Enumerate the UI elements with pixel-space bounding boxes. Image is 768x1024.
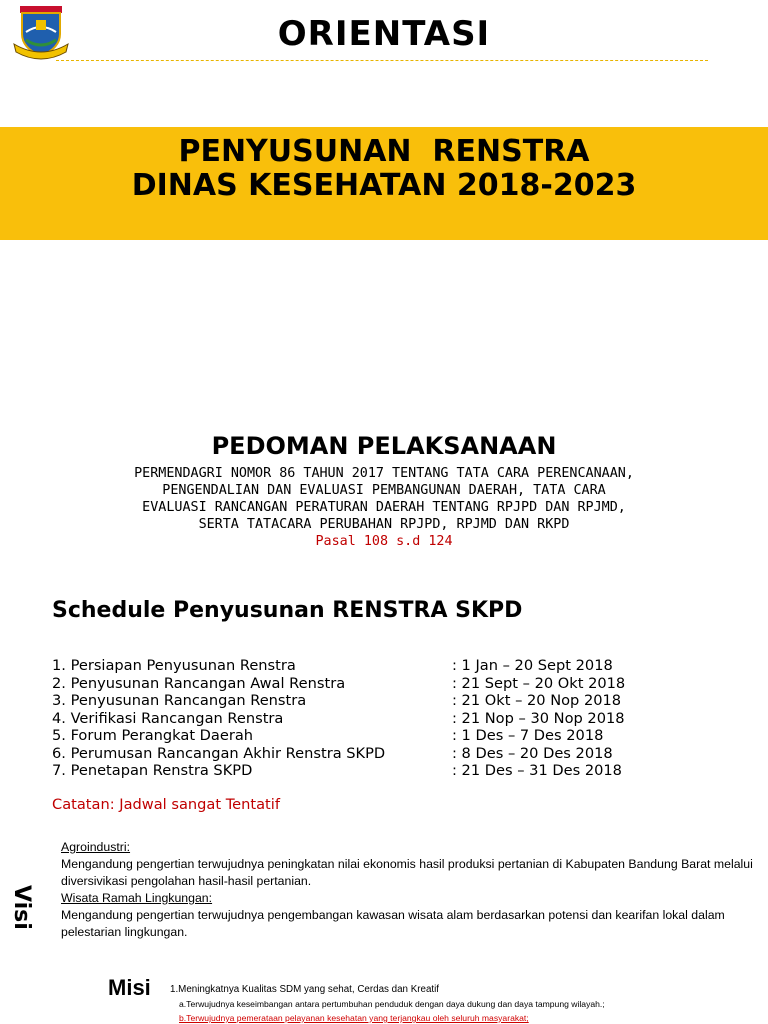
visi-text: Mengandung pengertian terwujudnya pengembangan kawasan wisata alam berdasarkan potensi dan kearifan lokal dalam pelestarian lingkungan.	[61, 908, 725, 939]
misi-subitem: b.Terwujudnya pemerataan pelayanan kesehatan yang terjangkau oleh seluruh masyarakat;	[179, 1013, 529, 1023]
visi-text: Mengandung pengertian terwujudnya peningkatan nilai ekonomis hasil produksi pertanian di Kabupaten Bandung Barat melalui diversivikasi pengolahan hasil-hasil pertanian.	[61, 857, 753, 888]
schedule-date: : 8 Des – 20 Des 2018	[452, 744, 613, 762]
visi-heading: Agroindustri:	[61, 840, 131, 854]
visi-heading: Wisata Ramah Lingkungan:	[61, 891, 213, 905]
schedule-note: Catatan: Jadwal sangat Tentatif	[52, 796, 280, 813]
schedule-date: : 1 Jan – 20 Sept 2018	[452, 657, 613, 674]
schedule-item: 7. Penetapan Renstra SKPD	[52, 762, 253, 779]
schedule-date: : 21 Des – 31 Des 2018	[452, 762, 622, 779]
schedule-row	[52, 727, 692, 745]
schedule-row	[52, 710, 692, 728]
schedule-item: 5. Forum Perangkat Daerah	[52, 727, 254, 744]
visi-label: Visi	[9, 885, 34, 930]
schedule-date: : 1 Des – 7 Des 2018	[452, 727, 604, 744]
visi-label-box	[4, 885, 44, 935]
schedule-row	[52, 657, 692, 675]
guide-pasal: Pasal 108 s.d 124	[315, 534, 453, 549]
schedule-date: : 21 Sept – 20 Okt 2018	[452, 674, 626, 692]
banner-line-2: DINAS KESEHATAN 2018-2023	[131, 168, 637, 203]
schedule-date: : 21 Okt – 20 Nop 2018	[452, 692, 622, 709]
guide-line: EVALUASI RANCANGAN PERATURAN DAERAH TENTANG RPJPD DAN RPJMD,	[142, 500, 626, 515]
misi-item: 1.Meningkatnya Kualitas SDM yang sehat, Cerdas dan Kreatif	[170, 984, 440, 995]
page-title: ORIENTASI	[277, 14, 491, 54]
guide-line: PERMENDAGRI NOMOR 86 TAHUN 2017 TENTANG TATA CARA PERENCANAAN,	[134, 466, 634, 481]
schedule-date: : 21 Nop – 30 Nop 2018	[452, 709, 625, 727]
schedule-item: 4. Verifikasi Rancangan Renstra	[52, 709, 284, 727]
guide-body	[20, 465, 748, 550]
schedule-row	[52, 745, 692, 763]
title-banner	[0, 127, 768, 240]
schedule-row	[52, 762, 692, 780]
banner-line-1: PENYUSUNAN RENSTRA	[178, 134, 590, 169]
guide-line: PENGENDALIAN DAN EVALUASI PEMBANGUNAN DAERAH, TATA CARA	[162, 483, 606, 498]
misi-label: Misi	[108, 975, 151, 1000]
schedule-item: 3. Penyusunan Rancangan Renstra	[52, 692, 307, 709]
title-divider	[56, 60, 708, 61]
guide-line: SERTA TATACARA PERUBAHAN RPJPD, RPJMD DAN RKPD	[198, 517, 570, 532]
schedule-title: Schedule Penyusunan RENSTRA SKPD	[52, 598, 523, 623]
schedule-item: 1. Persiapan Penyusunan Renstra	[52, 657, 296, 674]
misi-subitem: a.Terwujudnya keseimbangan antara pertumbuhan penduduk dengan daya dukung dan daya tampung wilayah.;	[179, 999, 605, 1009]
schedule-row	[52, 675, 692, 693]
schedule-item: 6. Perumusan Rancangan Akhir Renstra SKPD	[52, 744, 386, 762]
schedule-row	[52, 692, 692, 710]
schedule-list	[52, 657, 692, 780]
visi-section	[61, 839, 766, 941]
schedule-item: 2. Penyusunan Rancangan Awal Renstra	[52, 674, 346, 692]
guide-title: PEDOMAN PELAKSANAAN	[211, 432, 557, 460]
